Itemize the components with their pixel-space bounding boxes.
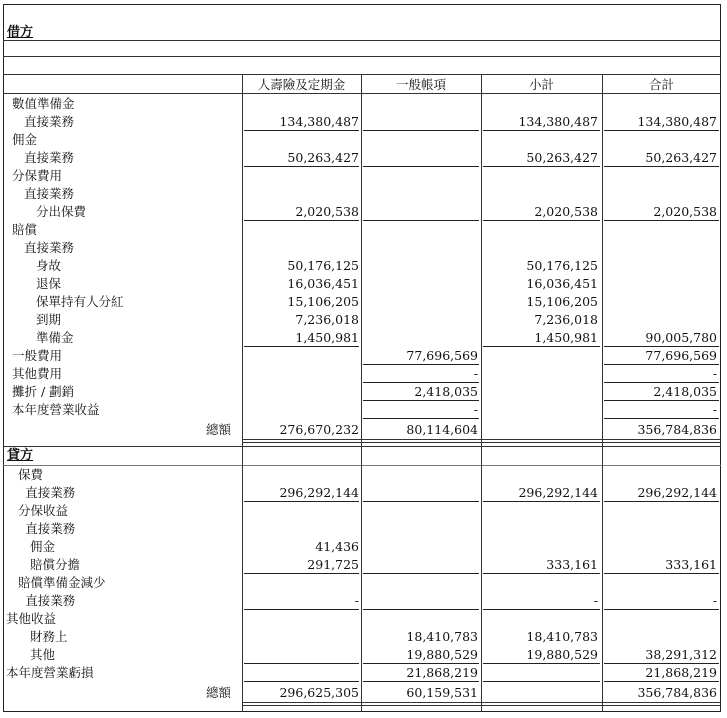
figure-underline [604, 346, 719, 347]
figure-underline [604, 573, 719, 574]
total-label: 總額 [206, 422, 232, 437]
figure-underline [244, 166, 359, 167]
credit-header-rule [3, 465, 721, 466]
figure-underline [483, 573, 600, 574]
figure-underline [363, 166, 479, 167]
figure-underline [483, 501, 600, 502]
amount-cell: 50,176,125 [287, 258, 359, 273]
row-label: 退保 [36, 276, 62, 291]
row-label: 準備金 [36, 330, 74, 345]
figure-underline [363, 609, 479, 610]
figure-underline [363, 382, 479, 383]
figure-underline [244, 609, 359, 610]
figure-underline [604, 364, 719, 365]
debit-section-title: 借方 [7, 25, 34, 40]
figure-underline [363, 681, 479, 682]
row-label: 財務上 [30, 629, 68, 644]
row-label: 攤折 / 劃銷 [12, 384, 75, 399]
row-label: 本年度營業收益 [12, 402, 100, 417]
total-label: 總額 [206, 685, 232, 700]
amount-cell: 333,161 [665, 557, 717, 572]
row-label: 賠償準備金減少 [18, 575, 106, 590]
amount-cell: 41,436 [315, 539, 359, 554]
double-rule [242, 702, 721, 703]
figure-underline [604, 681, 719, 682]
row-label: 直接業務 [24, 150, 75, 165]
amount-cell: 19,880,529 [526, 647, 598, 662]
section-rule [3, 446, 721, 447]
amount-cell: 90,005,780 [645, 330, 717, 345]
double-rule [242, 705, 721, 706]
figure-underline [604, 220, 719, 221]
amount-cell: 1,450,981 [295, 330, 359, 345]
amount-cell: 2,020,538 [653, 204, 717, 219]
row-label: 一般費用 [12, 348, 63, 363]
amount-cell: 18,410,783 [406, 629, 478, 644]
row-label: 賠償分擔 [30, 557, 81, 572]
row-label: 分保費用 [12, 168, 63, 183]
total-cell: 296,625,305 [279, 685, 359, 700]
total-cell: 60,159,531 [406, 685, 478, 700]
row-label: 分保收益 [18, 503, 69, 518]
figure-underline [363, 220, 479, 221]
figure-underline [604, 400, 719, 401]
amount-cell: - [712, 402, 717, 417]
amount-cell: - [473, 402, 478, 417]
amount-cell: 2,020,538 [295, 204, 359, 219]
row-label: 其他費用 [12, 366, 63, 381]
row-label: 直接業務 [25, 593, 76, 608]
amount-cell: 2,418,035 [653, 384, 717, 399]
row-label: 保費 [18, 467, 44, 482]
figure-underline [483, 346, 600, 347]
figure-underline [483, 609, 600, 610]
amount-cell: 296,292,144 [279, 485, 359, 500]
amount-cell: 134,380,487 [279, 114, 359, 129]
amount-cell: 50,176,125 [526, 258, 598, 273]
credit-section-title: 貸方 [7, 448, 34, 463]
figure-underline [483, 663, 600, 664]
figure-underline [244, 220, 359, 221]
amount-cell: - [712, 593, 717, 608]
figure-underline [244, 681, 359, 682]
double-rule [242, 442, 721, 443]
figure-underline [604, 501, 719, 502]
row-label: 其他收益 [6, 611, 57, 626]
amount-cell: 2,418,035 [414, 384, 478, 399]
amount-cell: 38,291,312 [645, 647, 717, 662]
amount-cell: 16,036,451 [526, 276, 598, 291]
row-label: 直接業務 [25, 521, 76, 536]
figure-underline [244, 346, 359, 347]
column-header: 小計 [528, 77, 554, 92]
row-label: 直接業務 [25, 485, 76, 500]
figure-underline [483, 130, 600, 131]
amount-cell: 77,696,569 [406, 348, 478, 363]
amount-cell: - [473, 366, 478, 381]
row-label: 本年度營業虧損 [6, 665, 94, 680]
row-label: 直接業務 [24, 186, 75, 201]
figure-underline [363, 573, 479, 574]
amount-cell: 15,106,205 [526, 294, 598, 309]
amount-cell: 134,380,487 [637, 114, 717, 129]
row-label: 其他 [30, 647, 56, 662]
amount-cell: 16,036,451 [287, 276, 359, 291]
amount-cell: 18,410,783 [526, 629, 598, 644]
header-rule [3, 74, 721, 75]
total-cell: 276,670,232 [279, 422, 359, 437]
amount-cell: 19,880,529 [406, 647, 478, 662]
amount-cell: 1,450,981 [534, 330, 598, 345]
header-rule [3, 56, 721, 57]
amount-cell: 291,725 [307, 557, 359, 572]
amount-cell: 134,380,487 [518, 114, 598, 129]
figure-underline [604, 130, 719, 131]
figure-underline [483, 166, 600, 167]
figure-underline [363, 501, 479, 502]
total-cell: 356,784,836 [637, 422, 717, 437]
row-label: 保單持有人分紅 [36, 294, 124, 309]
row-label: 身故 [36, 258, 62, 273]
total-cell: 356,784,836 [637, 685, 717, 700]
figure-underline [363, 418, 479, 419]
figure-underline [604, 609, 719, 610]
row-label: 佣金 [30, 539, 56, 554]
amount-cell: 296,292,144 [637, 485, 717, 500]
amount-cell: - [354, 593, 359, 608]
amount-cell: 21,868,219 [406, 665, 478, 680]
amount-cell: - [712, 366, 717, 381]
row-label: 直接業務 [24, 114, 75, 129]
column-header: 人壽險及定期金 [257, 77, 346, 92]
amount-cell: 15,106,205 [287, 294, 359, 309]
amount-cell: 296,292,144 [518, 485, 598, 500]
figure-underline [604, 418, 719, 419]
figure-underline [604, 382, 719, 383]
amount-cell: 2,020,538 [534, 204, 598, 219]
total-cell: 80,114,604 [406, 422, 478, 437]
figure-underline [244, 573, 359, 574]
figure-underline [363, 130, 479, 131]
figure-underline [363, 663, 479, 664]
figure-underline [604, 166, 719, 167]
amount-cell: 77,696,569 [645, 348, 717, 363]
amount-cell: 7,236,018 [295, 312, 359, 327]
figure-underline [363, 364, 479, 365]
figure-underline [244, 130, 359, 131]
figure-underline [604, 663, 719, 664]
row-label: 賠償 [12, 222, 38, 237]
figure-underline [363, 400, 479, 401]
figure-underline [244, 501, 359, 502]
row-label: 到期 [36, 312, 62, 327]
column-header: 合計 [648, 77, 674, 92]
amount-cell: - [593, 593, 598, 608]
row-label: 數值準備金 [12, 96, 75, 111]
row-label: 分出保費 [36, 204, 87, 219]
amount-cell: 21,868,219 [645, 665, 717, 680]
row-label: 佣金 [12, 132, 38, 147]
column-header: 一般帳項 [395, 77, 446, 92]
figure-underline [483, 681, 600, 682]
figure-underline [483, 220, 600, 221]
amount-cell: 7,236,018 [534, 312, 598, 327]
amount-cell: 50,263,427 [287, 150, 359, 165]
amount-cell: 333,161 [546, 557, 598, 572]
amount-cell: 50,263,427 [645, 150, 717, 165]
figure-underline [244, 663, 359, 664]
row-label: 直接業務 [24, 240, 75, 255]
double-rule [242, 439, 721, 440]
amount-cell: 50,263,427 [526, 150, 598, 165]
header-rule [3, 40, 721, 41]
